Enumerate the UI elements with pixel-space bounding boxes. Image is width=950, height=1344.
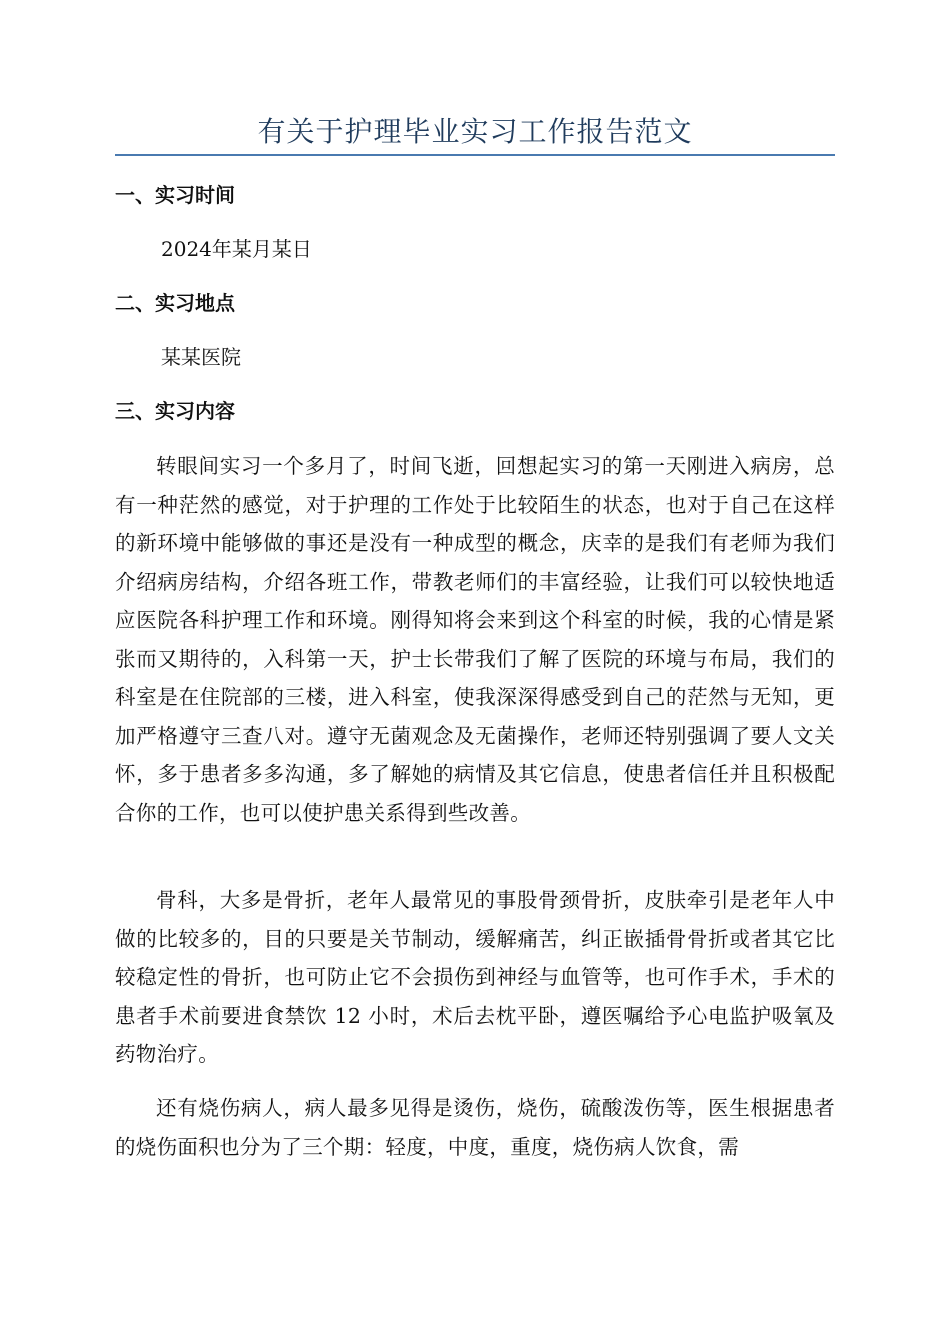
title-underline bbox=[115, 154, 835, 156]
section-heading-time: 一、实习时间 bbox=[115, 183, 235, 207]
body-paragraph: 骨科，大多是骨折，老年人最常见的事股骨颈骨折，皮肤牵引是老年人中做的比较多的，目的只要是关节制动，缓解痛苦，纠正嵌插骨骨折或者其它比较稳定性的骨折，也可防止它不会损伤到神经与血管等，也可作手术，手术的患者手术前要进食禁饮 12 小时，术后去枕平卧，遵医嘱给予心电监护吸氧及药物治疗。 bbox=[115, 888, 835, 1066]
section-heading-location: 二、实习地点 bbox=[115, 291, 235, 315]
section-heading-content: 三、实习内容 bbox=[115, 399, 235, 423]
document-title: 有关于护理毕业实习工作报告范文 bbox=[257, 115, 693, 148]
internship-date: 2024年某月某日 bbox=[161, 237, 312, 261]
internship-location: 某某医院 bbox=[161, 345, 241, 369]
body-paragraph: 还有烧伤病人，病人最多见得是烫伤，烧伤，硫酸泼伤等，医生根据患者的烧伤面积也分为了三个期：轻度，中度，重度，烧伤病人饮食，需 bbox=[115, 1096, 835, 1159]
body-paragraph: 转眼间实习一个多月了，时间飞逝，回想起实习的第一天刚进入病房，总有一种茫然的感觉，对于护理的工作处于比较陌生的状态，也对于自己在这样的新环境中能够做的事还是没有一种成型的概念，庆幸的是我们有老师为我们介绍病房结构，介绍各班工作，带教老师们的丰富经验，让我们可以较快地适应医院各科护理工作和环境。刚得知将会来到这个科室的时候，我的心情是紧张而又期待的，入科第一天，护士长带我们了解了医院的环境与布局，我们的科室是在住院部的三楼，进入科室，使我深深得感受到自己的茫然与无知，更加严格遵守三查八对。遵守无菌观念及无菌操作，老师还特别强调了要人文关怀，多于患者多多沟通，多了解她的病情及其它信息，使患者信任并且积极配合你的工作，也可以使护患关系得到些改善。 bbox=[115, 454, 835, 825]
